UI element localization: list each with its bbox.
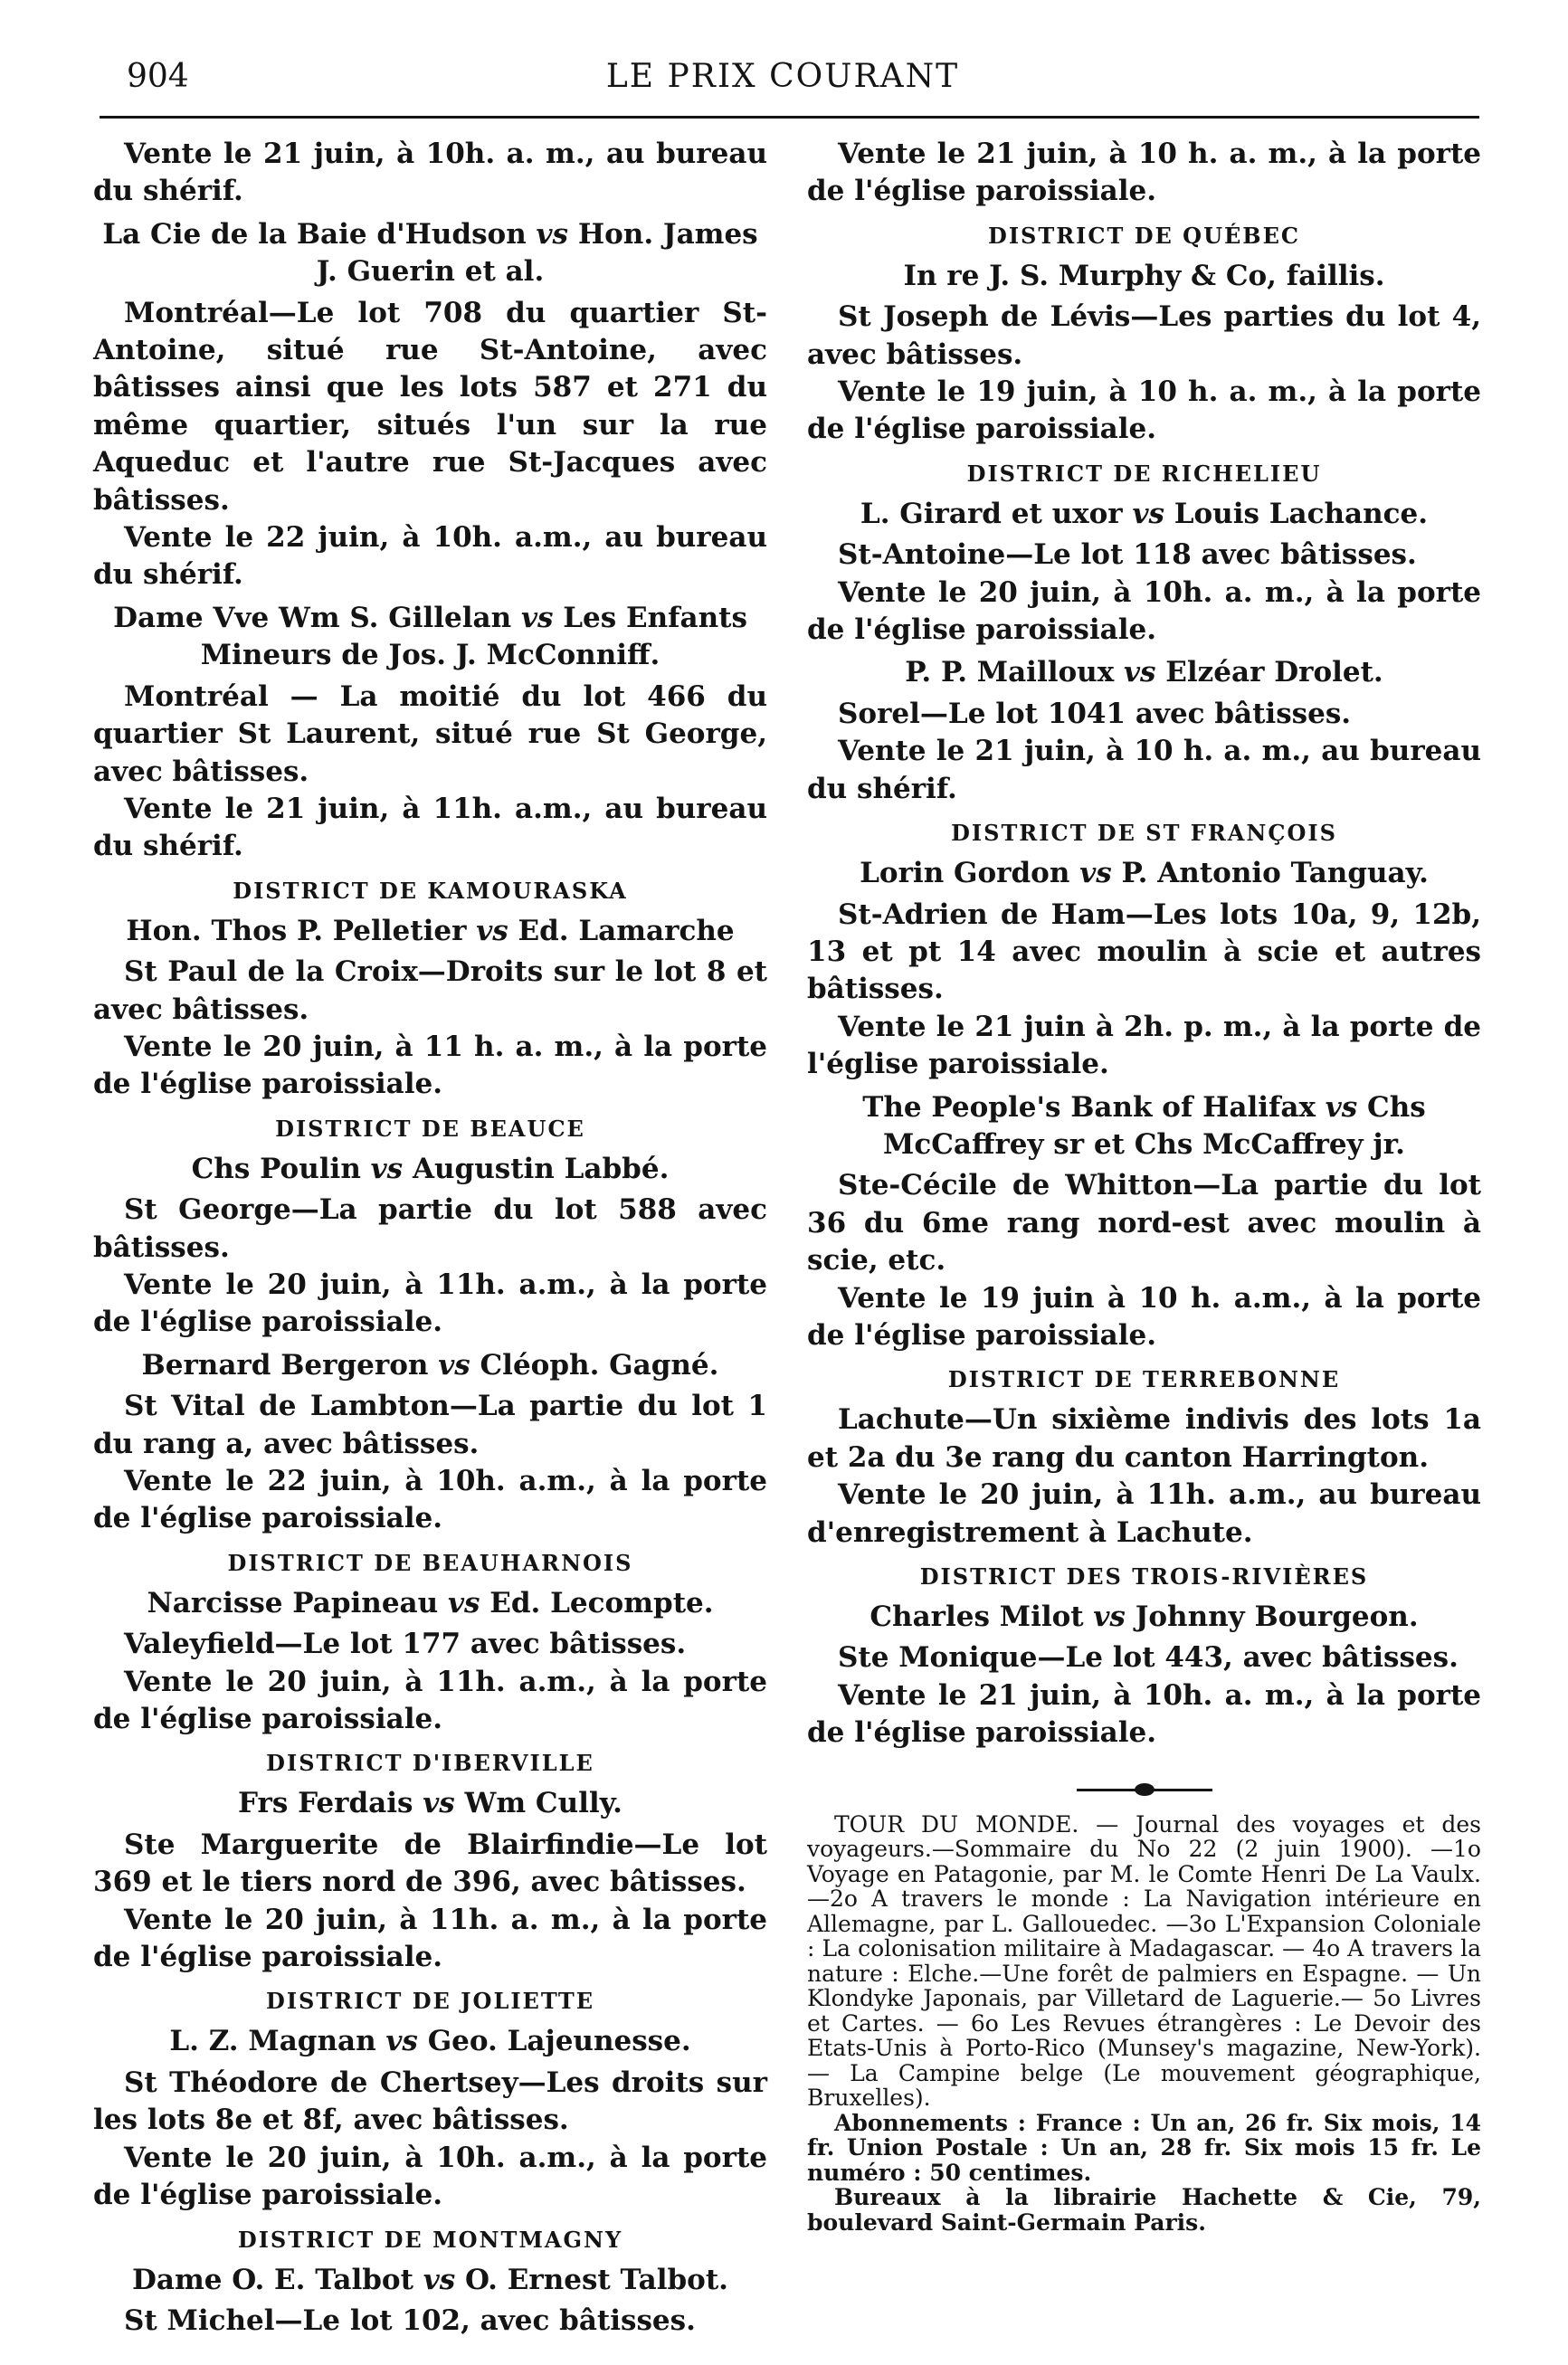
paragraph: Vente le 19 juin à 10 h. a.m., à la porte de l'église paroissiale. (807, 1281, 1481, 1352)
district-heading: DISTRICT DE JOLIETTE (266, 1988, 594, 2015)
defendant: Louis Lachance. (1174, 497, 1429, 530)
page-number: 904 (127, 58, 189, 95)
case-title (807, 855, 1481, 892)
paragraph: Valeyfield—Le lot 177 avec bâtisses. (124, 1628, 687, 1661)
plaintiff: Dame Vve Wm S. Gillelan (113, 601, 512, 634)
ornament-diamond (1135, 1783, 1155, 1796)
versus-label: vs (476, 914, 508, 947)
paragraph: St Joseph de Lévis—Les parties du lot 4, avec bâtisses. (807, 300, 1481, 371)
ornament-divider (1077, 1783, 1212, 1796)
plaintiff: Frs Ferdais (238, 1787, 413, 1820)
versus-label: vs (370, 1152, 404, 1185)
versus-label: vs (1079, 857, 1112, 890)
plaintiff: Hon. Thos P. Pelletier (126, 914, 467, 947)
plaintiff: Charles Milot (870, 1600, 1084, 1633)
paragraph: St Vital de Lambton—La partie du lot 1 du rang a, avec bâtisses. (93, 1390, 767, 1460)
defendant: O. Ernest Talbot. (464, 2263, 728, 2296)
defendant: Elzéar Drolet. (1165, 656, 1383, 689)
versus-label: vs (1093, 1600, 1126, 1633)
page-header (86, 54, 1479, 109)
case-title (807, 1089, 1481, 1164)
plaintiff: Bernard Bergeron (141, 1348, 429, 1382)
case-title (93, 2262, 767, 2299)
paragraph: St Paul de la Croix—Droits sur le lot 8 et avec bâtisses. (93, 955, 767, 1026)
versus-label: vs (447, 1586, 480, 1619)
versus-label: vs (1132, 497, 1164, 530)
defendant: Les Enfants Mineurs de Jos. J. McConniff. (200, 601, 747, 672)
paragraph: Vente le 20 juin, à 11h. a.m., à la porte de l'église paroissiale. (93, 1665, 767, 1736)
paragraph: Vente le 20 juin, à 11h. a.m., au bureau d'enregistrement à Lachute. (807, 1478, 1481, 1549)
case-title (93, 216, 767, 291)
versus-label: vs (423, 1787, 455, 1820)
plaintiff: L. Z. Magnan (169, 2025, 376, 2058)
paragraph: Vente le 20 juin, à 11h. a. m., à la porte de l'église paroissiale. (93, 1903, 767, 1974)
versus-label: vs (1325, 1090, 1358, 1124)
paragraph: Ste-Cécile de Whitton—La partie du lot 36 du 6me rang nord-est avec moulin à scie, etc. (807, 1169, 1481, 1277)
notice-body: TOUR DU MONDE. — Journal des voyages et des voyageurs.—Sommaire du No 22 (2 juin 1900). —1o Voyage en Patagonie, par M. le Comte Henri De La Vaulx.—2o A travers le monde : La Navigation intérieure en Allemagne, par L. Gallouedec. —3o L'Expansion Coloniale : La colonisation militaire à Madagascar. — 4o A travers la nature : Elche.—Une forêt de palmiers en Espagne. — Un Klondyke Japonais, par Villetard de Laguerie.— 5o Livres et Cartes. — 6o Les Revues étrangères : Le Devoir des Etats-Unis à Porto-Rico (Munsey's magazine, New-York). — La Campine belge (Le mouvement géographique, Bruxelles). (807, 1810, 1481, 2112)
paragraph: Vente le 21 juin, à 10 h. a. m., au bureau du shérif. (807, 735, 1481, 805)
defendant: Cléoph. Gagné. (480, 1348, 719, 1382)
tour-du-monde-notice (807, 1812, 1481, 2236)
paragraph: Vente le 21 juin à 2h. p. m., à la porte de l'église paroissiale. (807, 1010, 1481, 1081)
paragraph: Ste Monique—Le lot 443, avec bâtisses. (838, 1641, 1459, 1675)
paragraph: Vente le 20 juin, à 11h. a.m., à la porte de l'église paroissiale. (93, 1268, 767, 1339)
paragraph: Sorel—Le lot 1041 avec bâtisses. (838, 697, 1352, 730)
defendant: Geo. Lajeunesse. (427, 2025, 691, 2058)
plaintiff: Chs Poulin (191, 1152, 361, 1185)
paragraph: St George—La partie du lot 588 avec bâtisses. (93, 1193, 767, 1264)
plaintiff: L. Girard et uxor (860, 497, 1123, 530)
paragraph: St Théodore de Chertsey—Les droits sur les lots 8e et 8f, avec bâtisses. (93, 2066, 767, 2137)
versus-label: vs (536, 217, 569, 251)
plaintiff: Narcisse Papineau (147, 1586, 439, 1619)
header-rule (100, 116, 1479, 119)
district-heading: DISTRICT DE MONTMAGNY (237, 2226, 623, 2253)
defendant: Ed. Lamarche (518, 914, 735, 947)
district-heading: DISTRICT DE ST FRANÇOIS (951, 820, 1337, 847)
paragraph: Vente le 20 juin, à 10h. a. m., à la porte de l'église paroissiale. (807, 575, 1481, 647)
versus-label: vs (423, 2263, 456, 2296)
plaintiff: The People's Bank of Halifax (862, 1090, 1316, 1124)
paragraph: Montréal — La moitié du lot 466 du quartier St Laurent, situé rue St George, avec bâtisses. (93, 679, 767, 788)
case-title (93, 600, 767, 675)
case-title (93, 1347, 767, 1384)
defendant: Ed. Lecompte. (489, 1586, 714, 1619)
defendant: Chs McCaffrey sr et Chs McCaffrey jr. (883, 1090, 1426, 1161)
case-title: In re J. S. Murphy & Co, faillis. (903, 259, 1385, 292)
paragraph: St Michel—Le lot 102, avec bâtisses. (124, 2303, 696, 2337)
district-heading: DISTRICT DE KAMOURASKA (233, 877, 628, 904)
case-title (93, 1151, 767, 1188)
district-heading: DISTRICT DE TERREBONNE (947, 1366, 1341, 1393)
district-heading: DISTRICT DE QUÉBEC (988, 222, 1300, 249)
versus-label: vs (520, 601, 554, 634)
paragraph: Vente le 21 juin, à 10h. a. m., au bureau du shérif. (93, 138, 767, 208)
running-title: LE PRIX COURANT (605, 58, 960, 95)
district-heading: DISTRICT DES TROIS-RIVIÈRES (919, 1563, 1369, 1590)
district-heading: DISTRICT DE BEAUHARNOIS (227, 1549, 633, 1576)
paragraph: St-Adrien de Ham—Les lots 10a, 9, 12b, 13 et pt 14 avec moulin à scie et autres bâtisses. (807, 898, 1481, 1006)
left-column (93, 136, 767, 2340)
paragraph: Vente le 20 juin, à 11 h. a. m., à la porte de l'église paroissiale. (93, 1030, 767, 1101)
paragraph: Ste Marguerite de Blairfindie—Le lot 369 et le tiers nord de 396, avec bâtisses. (93, 1828, 767, 1899)
versus-label: vs (438, 1348, 470, 1382)
case-title (93, 913, 767, 950)
district-heading: DISTRICT D'IBERVILLE (266, 1750, 594, 1777)
district-heading: DISTRICT DE RICHELIEU (966, 460, 1322, 487)
district-heading: DISTRICT DE BEAUCE (275, 1115, 585, 1142)
versus-label: vs (385, 2025, 418, 2058)
paragraph: Vente le 21 juin, à 10 h. a. m., à la porte de l'église paroissiale. (807, 138, 1481, 208)
case-title (93, 1585, 767, 1622)
paragraph: Vente le 22 juin, à 10h. a.m., au bureau du shérif. (93, 521, 767, 592)
paragraph: Vente le 20 juin, à 10h. a.m., à la porte de l'église paroissiale. (93, 2141, 767, 2212)
versus-label: vs (1124, 656, 1156, 689)
paragraph: Montréal—Le lot 708 du quartier St-Antoine, situé rue St-Antoine, avec bâtisses ainsi que les lots 587 et 271 du même quartier, situés l'un sur la rue Aqueduc et l'autre rue St-Jacques avec bâtisses. (93, 296, 767, 517)
paragraph: Lachute—Un sixième indivis des lots 1a et 2a du 3e rang du canton Harrington. (807, 1403, 1481, 1474)
plaintiff: Lorin Gordon (860, 857, 1070, 890)
defendant: Johnny Bourgeon. (1135, 1600, 1419, 1633)
defendant: Hon. James J. Guerin et al. (316, 217, 758, 289)
case-title (807, 1599, 1481, 1636)
case-title (807, 654, 1481, 691)
plaintiff: La Cie de la Baie d'Hudson (102, 217, 527, 251)
paragraph: Vente le 21 juin, à 10h. a. m., à la porte de l'église paroissiale. (807, 1678, 1481, 1750)
paragraph: St-Antoine—Le lot 118 avec bâtisses. (838, 538, 1417, 572)
defendant: P. Antonio Tanguay. (1121, 857, 1429, 890)
right-column (807, 136, 1481, 2235)
case-title (93, 2023, 767, 2060)
case-title (93, 1785, 767, 1822)
paragraph: Vente le 21 juin, à 11h. a.m., au bureau du shérif. (93, 792, 767, 863)
case-title (807, 496, 1481, 533)
paragraph: Vente le 22 juin, à 10h. a.m., à la porte de l'église paroissiale. (93, 1465, 767, 1535)
notice-office: Bureaux à la librairie Hachette & Cie, 79, boulevard Saint-Germain Paris. (807, 2184, 1481, 2236)
defendant: Wm Cully. (464, 1787, 622, 1820)
defendant: Augustin Labbé. (412, 1152, 670, 1185)
plaintiff: P. P. Mailloux (905, 656, 1115, 689)
paragraph: Vente le 19 juin, à 10 h. a. m., à la porte de l'église paroissiale. (807, 375, 1481, 446)
notice-subscriptions: Abonnements : France : Un an, 26 fr. Six mois, 14 fr. Union Postale : Un an, 28 fr. Six mois 15 fr. Le numéro : 50 centimes. (807, 2109, 1481, 2186)
plaintiff: Dame O. E. Talbot (132, 2263, 413, 2296)
